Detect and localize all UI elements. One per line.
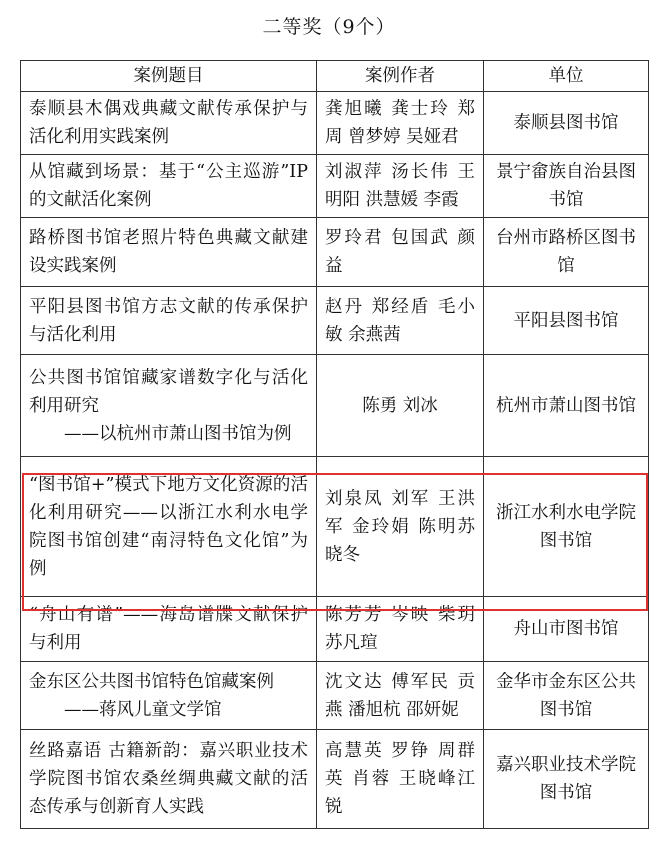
- case-unit: 杭州市萧山图书馆: [484, 355, 649, 457]
- table-header-row: [21, 61, 649, 92]
- case-authors: 刘泉凤 刘军 王洪军 金玲娟 陈明苏晓冬: [317, 457, 484, 597]
- case-title: 平阳县图书馆方志文献的传承保护与活化利用: [21, 287, 317, 355]
- table-row: [21, 218, 649, 287]
- case-authors: 龚旭曦 龚士玲 郑周 曾梦婷 吴娅君: [317, 92, 484, 155]
- case-subtitle: ——蒋风儿童文学馆: [64, 699, 222, 720]
- table-row: [21, 287, 649, 355]
- table-row: [21, 92, 649, 155]
- page-title: 二等奖（9个）: [262, 16, 396, 38]
- case-title: 公共图书馆馆藏家谱数字化与活化利用研究 ——以杭州市萧山图书馆为例: [21, 355, 317, 457]
- case-authors: 高慧英 罗铮 周群英 肖蓉 王晓峰江锐: [317, 730, 484, 829]
- case-unit: 平阳县图书馆: [484, 287, 649, 355]
- table-row: [21, 155, 649, 218]
- case-unit: 泰顺县图书馆: [484, 92, 649, 155]
- case-unit: 金华市金东区公共图书馆: [484, 662, 649, 730]
- case-title: 金东区公共图书馆特色馆藏案例 ——蒋风儿童文学馆: [21, 662, 317, 730]
- case-title: 丝路嘉语 古籍新韵：嘉兴职业技术学院图书馆农桑丝绸典藏文献的活态传承与创新育人实践: [21, 730, 317, 829]
- awards-table: [20, 60, 649, 829]
- table-row: [21, 457, 649, 597]
- header-case-authors: 案例作者: [317, 61, 484, 92]
- case-title: 泰顺县木偶戏典藏文献传承保护与活化利用实践案例: [21, 92, 317, 155]
- case-unit: 浙江水利水电学院图书馆: [484, 457, 649, 597]
- case-authors: 沈文达 傅军民 贡燕 潘旭杭 邵妍妮: [317, 662, 484, 730]
- case-authors: 罗玲君 包国武 颜益: [317, 218, 484, 287]
- case-unit: 台州市路桥区图书馆: [484, 218, 649, 287]
- table-row: [21, 597, 649, 662]
- case-authors: 陈芳芳 岑映 柴玥苏凡瑄: [317, 597, 484, 662]
- case-unit: 舟山市图书馆: [484, 597, 649, 662]
- case-unit: 景宁畲族自治县图书馆: [484, 155, 649, 218]
- case-title: 路桥图书馆老照片特色典藏文献建设实践案例: [21, 218, 317, 287]
- case-title: “舟山有谱”——海岛谱牒文献保护与利用: [21, 597, 317, 662]
- case-subtitle: ——以杭州市萧山图书馆为例: [64, 423, 292, 444]
- case-title: 从馆藏到场景：基于“公主巡游”IP的文献活化案例: [21, 155, 317, 218]
- case-authors: 刘淑萍 汤长伟 王明阳 洪慧媛 李霞: [317, 155, 484, 218]
- case-title: “图书馆+”模式下地方文化资源的活化利用研究——以浙江水利水电学院图书馆创建“南浔特色文化馆”为例: [21, 457, 317, 597]
- header-unit: 单位: [484, 61, 649, 92]
- case-authors: 赵丹 郑经盾 毛小敏 余燕茜: [317, 287, 484, 355]
- table-row: [21, 355, 649, 457]
- table-row: [21, 662, 649, 730]
- case-unit: 嘉兴职业技术学院图书馆: [484, 730, 649, 829]
- table-row: [21, 730, 649, 829]
- header-case-title: 案例题目: [21, 61, 317, 92]
- case-authors: 陈勇 刘冰: [317, 355, 484, 457]
